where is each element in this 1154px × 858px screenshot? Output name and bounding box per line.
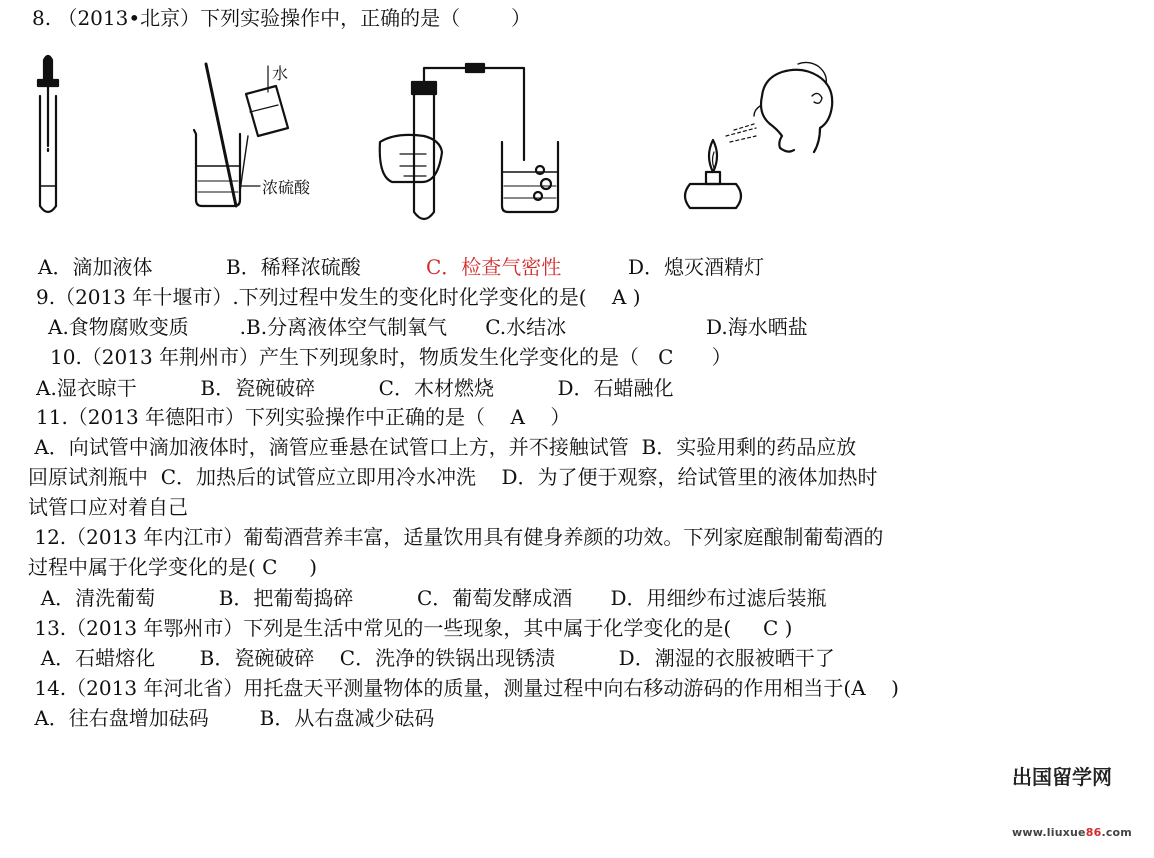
q10-options: A.湿衣晾干 B．瓷碗破碎 C．木材燃烧 D．石蜡融化: [36, 376, 674, 400]
q8-option-b: B．稀释浓硫酸: [226, 255, 361, 279]
q12-options: A．清洗葡萄 B．把葡萄捣碎 C．葡萄发酵成酒 D．用细纱布过滤后装瓶: [28, 586, 827, 610]
q8-option-c: C．检查气密性: [426, 255, 562, 279]
q10-stem: 10.（2013 年荆州市）产生下列现象时，物质发生化学变化的是（ C ）: [50, 345, 732, 369]
q8-label-water: 水: [272, 64, 289, 83]
q12-stem-cont: 过程中属于化学变化的是( C ): [28, 555, 318, 579]
alcohol-lamp-blowing-drawing: [685, 62, 832, 208]
q11-line-1: A．向试管中滴加液体时，滴管应垂悬在试管口上方，并不接触试管 B．实验用剩的药品应放: [28, 435, 857, 459]
q8-apparatus-figure: [0, 36, 880, 226]
q13-stem: 13.（2013 年鄂州市）下列是生活中常见的一些现象，其中属于化学变化的是( C ): [28, 616, 793, 640]
q11-line-2: 回原试剂瓶中 C．加热后的试管应立即用冷水冲洗 D．为了便于观察，给试管里的液体加热时: [28, 465, 878, 489]
q13-options: A．石蜡熔化 B．瓷碗破碎 C．洗净的铁锅出现锈渍 D．潮湿的衣服被晒干了: [28, 646, 835, 670]
watermark-url: www.liuxue86.com: [1012, 826, 1132, 839]
q14-stem: 14.（2013 年河北省）用托盘天平测量物体的质量，测量过程中向右移动游码的作用相当于(A ): [28, 676, 899, 700]
q8-label-sulfuric-acid: 浓硫酸: [262, 178, 311, 197]
q11-stem: 11.（2013 年德阳市）下列实验操作中正确的是（ A ）: [36, 405, 571, 429]
q14-options: A．往右盘增加砝码 B．从右盘减少砝码: [28, 706, 435, 730]
airtightness-check-drawing: [380, 64, 558, 219]
site-watermark: [1012, 728, 1132, 858]
watermark-title: 出国留学网: [1012, 765, 1112, 789]
q8-option-a: A．滴加液体: [38, 255, 153, 279]
q8-option-d: D．熄灭酒精灯: [628, 255, 765, 279]
q8-stem: 8. （2013•北京）下列实验操作中，正确的是（ ）: [32, 6, 531, 30]
q9-options: A.食物腐败变质 .B.分离液体空气制氧气 C.水结冰 D.海水晒盐: [48, 315, 808, 339]
q11-line-3: 试管口应对着自己: [28, 495, 188, 519]
q12-stem: 12.（2013 年内江市）葡萄酒营养丰富，适量饮用具有健身养颜的功效。下列家庭酿制葡萄酒的: [28, 525, 884, 549]
dropper-test-tube-drawing: [38, 56, 58, 212]
q9-stem: 9.（2013 年十堰市）.下列过程中发生的变化时化学变化的是( A ): [36, 285, 641, 309]
